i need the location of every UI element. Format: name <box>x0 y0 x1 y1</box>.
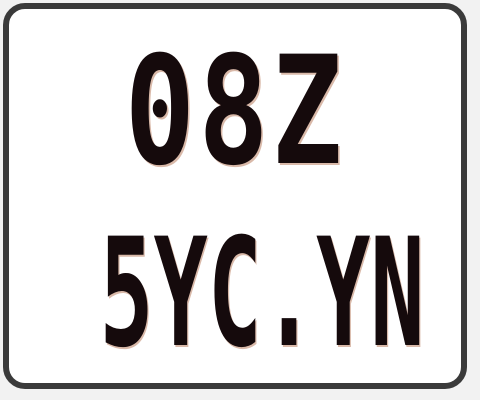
plate-line-1: 08Z <box>124 25 346 199</box>
license-plate <box>3 3 467 389</box>
plate-line-2: 5YC.YN <box>99 207 425 381</box>
